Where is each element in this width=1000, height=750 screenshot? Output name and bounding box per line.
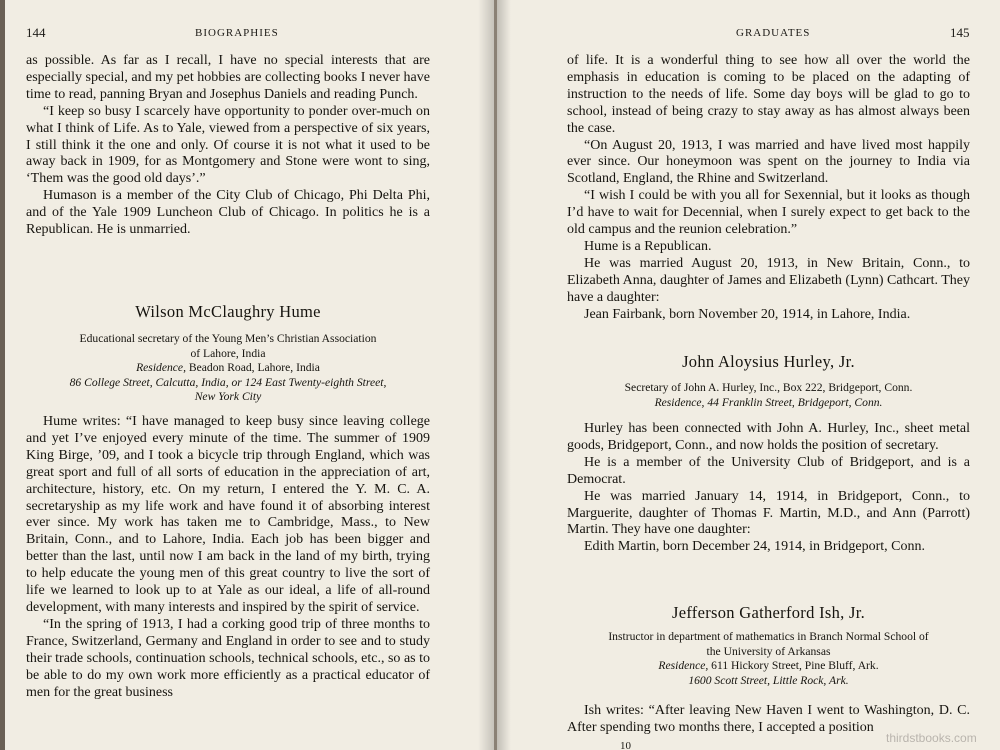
entry-residence	[567, 659, 970, 674]
running-head: BIOGRAPHIES	[195, 27, 279, 39]
entry-name: Wilson McClaughry Hume	[135, 302, 321, 321]
paragraph: Hume writes: “I have managed to keep busy since leaving college and yet I’ve enjoyed every minute of the time. The summer of 1909 King Birge, ’09, and I took a bicycle trip through England, which was great sport and full of all sorts of education in the appreciation of art, architecture, history, etc. On my return, I entered the Y. M. C. A. secretaryship as my life work and have found it of absorbing interest ever since. My work has taken me to Cambridge, Mass., to New Britain, Conn., and to Lahore, India. Each job has been bigger and better than the last, until now I am back in the land of my birth, trying to help educate the young men of this great country to live the sort of life we learned to look up to at Yale as our ideal, a life of all-round development, with many interests and inspired by the spirit of service.	[26, 414, 430, 615]
entry-position-cont: the University of Arkansas	[706, 644, 831, 658]
entry-address: 1600 Scott Street, Little Rock, Ark.	[688, 673, 849, 687]
signature-mark: 10	[620, 740, 631, 750]
residence-value: 611 Hickory Street, Pine Bluff, Ark.	[711, 659, 879, 673]
paragraph: “On August 20, 1913, I was married and have lived most happily ever since. Our honeymoon was spent on the journey to India via Scotland, England, the Rhine and Switzerland.	[567, 137, 970, 187]
paragraph: Hume is a Republican.	[584, 238, 712, 254]
paragraph: He was married January 14, 1914, in Bridgeport, Conn., to Marguerite, daughter of Thomas F. Martin, M.D., and Ann (Parrott) Martin. They have one daughter:	[567, 488, 970, 538]
paragraph: of life. It is a wonderful thing to see how all over the world the emphasis in education is coming to be placed on the adapting of instruction to the needs of life. Some day boys will be glad to go to school, instead of being crazy to stay away as has almost always been the case.	[567, 53, 970, 136]
entry-name: Jefferson Gatherford Ish, Jr.	[671, 603, 866, 622]
entry-address: 86 College Street, Calcutta, India, or 124 East Twenty-eighth Street,	[69, 375, 387, 389]
gutter-shadow	[478, 0, 494, 750]
paragraph: Ish writes: “After leaving New Haven I went to Washington, D. C. After spending two months there, I accepted a position	[567, 703, 970, 735]
residence-value: Beadon Road, Lahore, India	[188, 361, 320, 375]
text-block-top	[567, 53, 970, 324]
biography-entry-heading	[567, 603, 970, 688]
paragraph: “I keep so busy I scarcely have opportunity to ponder over-much on what I think of Life. As to Yale, viewed from a perspective of six years, I still think it the one and only. Of course it is not what it used to be away back in 1909, for as Montgomery and Stone were wont to sing, ‘Them was the good old days’.”	[26, 103, 430, 187]
entry-residence	[26, 361, 430, 376]
biography-entry-heading	[26, 302, 430, 405]
text-block-hurley	[567, 421, 970, 556]
watermark: thirdstbooks.com	[886, 731, 977, 745]
entry-name: John Aloysius Hurley, Jr.	[682, 352, 855, 371]
paragraph: Humason is a member of the City Club of Chicago, Phi Delta Phi, and of the Yale 1909 Luncheon Club of Chicago. In politics he is a Republican. He is unmarried.	[26, 188, 430, 238]
page-number: 145	[950, 25, 970, 40]
gutter-shadow	[497, 0, 511, 750]
text-block-top	[26, 53, 430, 239]
paragraph: Hurley has been connected with John A. Hurley, Inc., sheet metal goods, Bridgeport, Conn., and now holds the position of secretary.	[567, 421, 970, 453]
entry-position: Instructor in department of mathematics in Branch Normal School of	[608, 630, 929, 643]
biography-entry-heading	[567, 352, 970, 410]
residence-label: Residence,	[136, 361, 186, 375]
entry-position-cont: of Lahore, India	[190, 346, 266, 360]
paragraph: Jean Fairbank, born November 20, 1914, in Lahore, India.	[584, 306, 911, 322]
page-number: 144	[26, 25, 46, 40]
paragraph: He is a member of the University Club of Bridgeport, and is a Democrat.	[567, 454, 970, 487]
paragraph: He was married August 20, 1913, in New Britain, Conn., to Elizabeth Anna, daughter of James and Elizabeth (Lynn) Cathcart. They have a daughter:	[567, 255, 970, 305]
entry-position: Secretary of John A. Hurley, Inc., Box 222, Bridgeport, Conn.	[624, 381, 913, 394]
running-head: GRADUATES	[736, 27, 811, 39]
paragraph: “In the spring of 1913, I had a corking good trip of three months to France, Switzerland, Germany and England in order to see and to study their trade schools, continuation schools, technical schools, etc., so as to be able to do my own work more efficiently as a practical educator of men for the great business	[26, 616, 430, 700]
paragraph: Edith Martin, born December 24, 1914, in Bridgeport, Conn.	[584, 539, 925, 555]
entry-position: Educational secretary of the Young Men’s Christian Association	[79, 332, 377, 345]
residence-value: 44 Franklin Street, Bridgeport, Conn.	[707, 395, 883, 409]
residence-label: Residence,	[654, 395, 705, 409]
entry-address-cont: New York City	[194, 390, 262, 404]
entry-residence	[567, 396, 970, 411]
paragraph: “I wish I could be with you all for Sexennial, but it looks as though I’d have to wait for Decennial, when I surely expect to get back to the old campus and the reunion celebration.”	[567, 188, 970, 238]
paragraph: as possible. As far as I recall, I have no special interests that are especially special, and my pet hobbies are collecting books I never have time to read, panning Bryan and Josephus Daniels and reading Punch.	[26, 53, 430, 102]
text-block-body	[26, 414, 430, 701]
left-page	[5, 0, 494, 750]
residence-label: Residence,	[658, 659, 709, 673]
right-page	[497, 0, 1000, 750]
